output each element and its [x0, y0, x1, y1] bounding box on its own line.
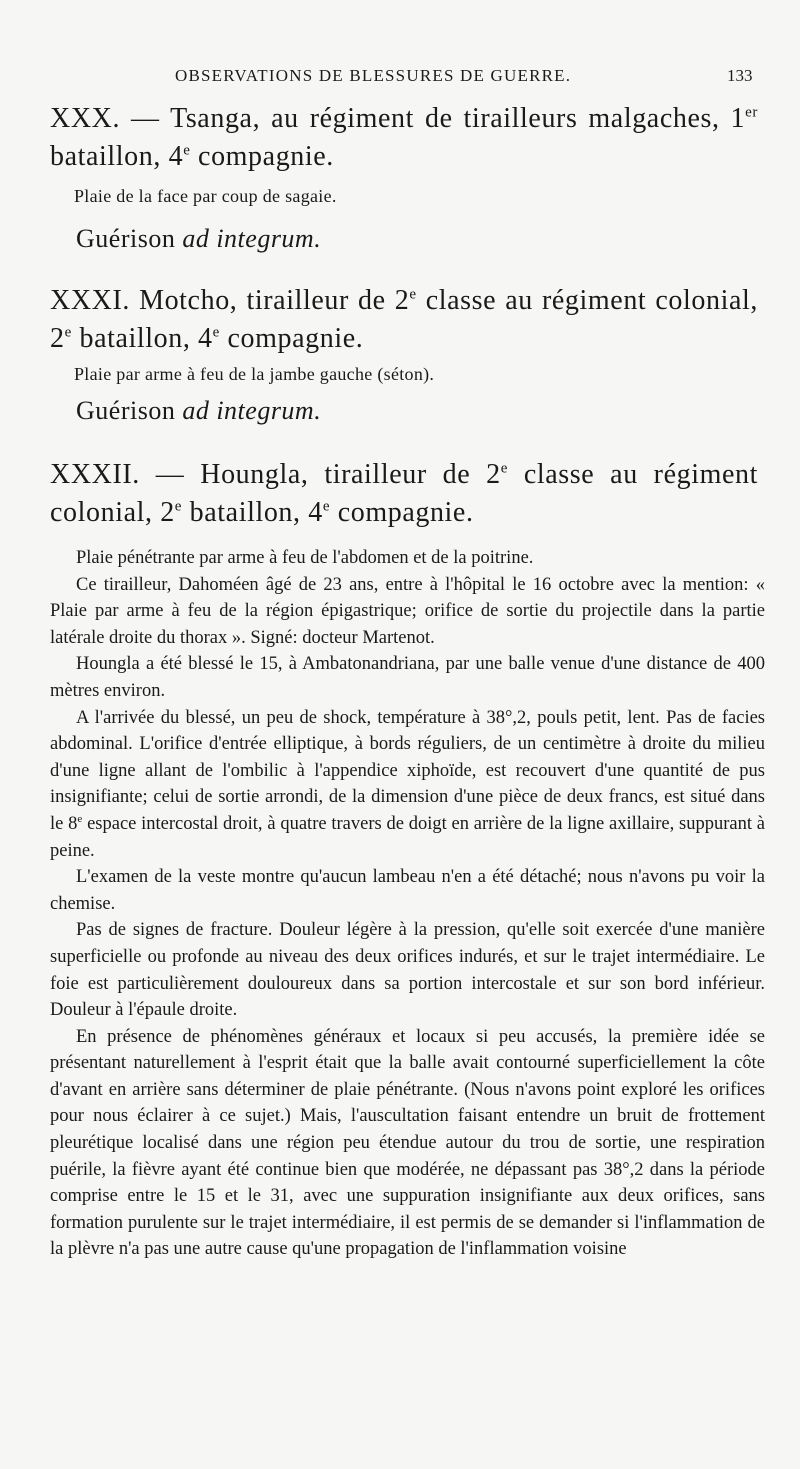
case-32-title: XXXII. — Houngla, tirailleur de 2e classe au régiment colonial, 2e bataillon, 4e compagnie.: [50, 459, 758, 528]
paragraph: Ce tirailleur, Dahoméen âgé de 23 ans, entre à l'hôpital le 16 octobre avec la mention: « Plaie par arme à feu de la région épigastrique; orifice de sortie du projectile dans la partie latérale droite du thorax ». Signé: docteur Martenot.: [50, 574, 765, 648]
case-30-summary: Plaie de la face par coup de sagaie.: [74, 186, 337, 206]
running-header: [0, 66, 800, 90]
paragraph: Plaie pénétrante par arme à feu de l'abdomen et de la poitrine.: [76, 548, 534, 568]
paragraph: En présence de phénomènes généraux et locaux si peu accusés, la première idée se présentant naturellement à l'esprit était que la balle avait contourné superficiellement la côte d'avant en arrière sans déterminer de plaie pénétrante. (Nous n'avons point exploré les orifices pour nous éclairer à ce sujet.) Mais, l'auscultation faisant entendre un bruit de frottement pleurétique localisé dans une région peu étendue autour du trou de sortie, une respiration puérile, la fièvre ayant été continue bien que modérée, ne dépassant pas 38°,2 dans la période comprise entre le 15 et le 31, avec une suppuration insignifiante aux deux orifices, sans formation purulente sur le trajet intermédiaire, il est permis de se demander si l'inflammation de la plèvre n'a pas une autre cause qu'une propagation de l'inflammation voisine: [50, 1026, 765, 1260]
case-31-title: XXXI. Motcho, tirailleur de 2e classe au régiment colonial, 2e bataillon, 4e compagnie.: [50, 285, 758, 354]
case-32-body: [50, 545, 765, 1263]
case-31-outcome: Guérison ad integrum.: [76, 396, 322, 425]
case-31-summary: Plaie par arme à feu de la jambe gauche (séton).: [74, 364, 435, 384]
header-title: OBSERVATIONS DE BLESSURES DE GUERRE.: [175, 66, 572, 85]
paragraph: Houngla a été blessé le 15, à Ambatonandriana, par une balle venue d'une distance de 400 mètres environ.: [50, 654, 765, 701]
paragraph: Pas de signes de fracture. Douleur légère à la pression, qu'elle soit exercée d'une manière superficielle ou profonde au niveau des deux orifices indurés, et sur le trajet intermédiaire. Le foie est particulièrement douloureux dans sa portion intercostale et sur son bord inférieur. Douleur à l'épaule droite.: [50, 920, 765, 1021]
paragraph: A l'arrivée du blessé, un peu de shock, température à 38°,2, pouls petit, lent. Pas de facies abdominal. L'orifice d'entrée elliptique, à bords réguliers, de un centimètre à droite du milieu d'une ligne allant de l'ombilic à l'appendice xiphoïde, est recouvert d'une quantité de pus insignifiante; celui de sortie arrondi, de la dimension d'une pièce de deux francs, est situé dans le 8e espace intercostal droit, à quatre travers de doigt en arrière de la ligne axillaire, suppurant à peine.: [50, 707, 765, 861]
case-30-outcome: Guérison ad integrum.: [76, 224, 322, 253]
page-number: 133: [727, 66, 753, 85]
paragraph: L'examen de la veste montre qu'aucun lambeau n'en a été détaché; nous n'avons pu voir la chemise.: [50, 867, 765, 914]
case-30-title: XXX. — Tsanga, au régiment de tirailleurs malgaches, 1er bataillon, 4e compagnie.: [50, 103, 758, 172]
